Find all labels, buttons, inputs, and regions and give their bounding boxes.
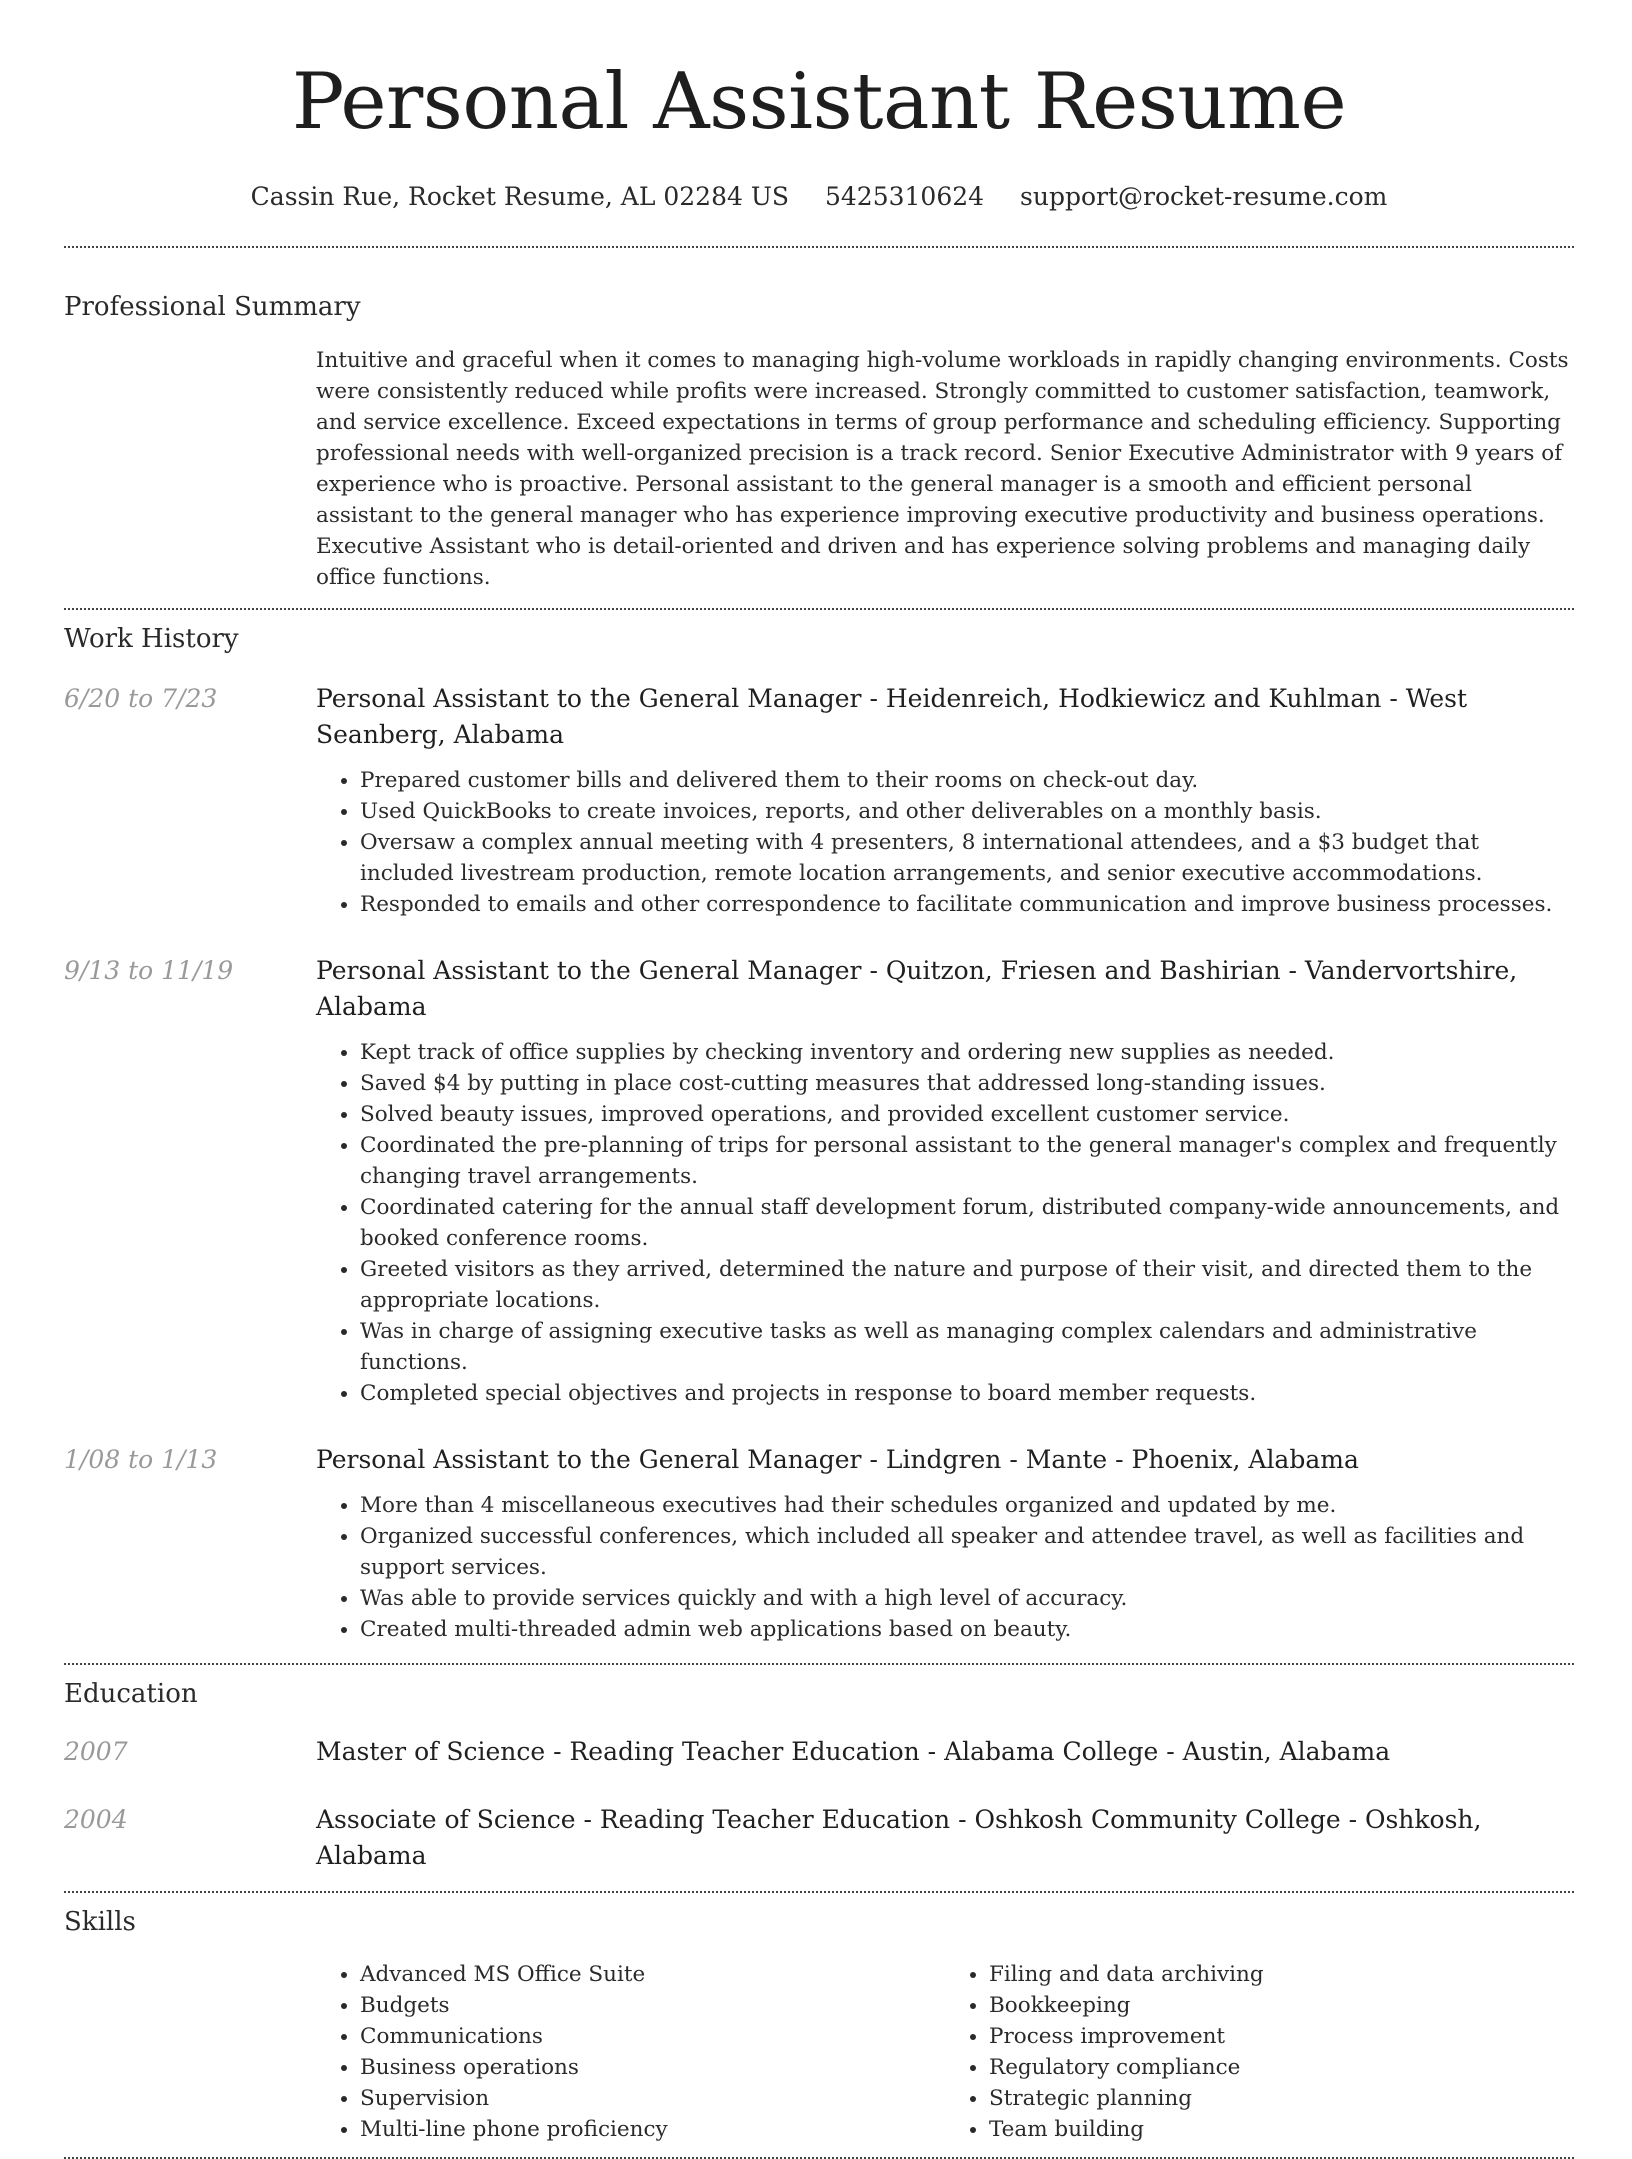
list-item: • Team building xyxy=(989,2114,1574,2145)
summary-heading: Professional Summary xyxy=(64,292,361,322)
list-item: • Saved $4 by putting in place cost-cutting measures that addressed long-standing issues. xyxy=(360,1068,1574,1099)
job-entry xyxy=(64,953,1574,1409)
list-item: • Prepared customer bills and delivered them to their rooms on check-out day. xyxy=(360,765,1574,796)
list-item: • Coordinated catering for the annual staff development forum, distributed company-wide announcements, and booked conference rooms. xyxy=(360,1192,1574,1254)
list-item: • Greeted visitors as they arrived, determined the nature and purpose of their visit, and directed them to the appropriate locations. xyxy=(360,1254,1574,1316)
list-item: • Communications xyxy=(360,2021,945,2052)
job-bullets xyxy=(316,1490,1574,1645)
job-bullets xyxy=(316,765,1574,920)
contact-email: support@rocket-resume.com xyxy=(1020,182,1388,211)
list-item: • Organized successful conferences, which included all speaker and attendee travel, as well as facilities and support services. xyxy=(360,1521,1574,1583)
list-item: • Bookkeeping xyxy=(989,1990,1574,2021)
contact-address: Cassin Rue, Rocket Resume, AL 02284 US xyxy=(250,182,790,211)
list-item: • More than 4 miscellaneous executives had their schedules organized and updated by me. xyxy=(360,1490,1574,1521)
list-item: • Multi-line phone proficiency xyxy=(360,2114,945,2145)
list-item: • Oversaw a complex annual meeting with 4 presenters, 8 international attendees, and a $3 budget that included livestream production, remote location arrangements, and senior executive accommodations. xyxy=(360,827,1574,889)
job-title: Personal Assistant to the General Manager - Heidenreich, Hodkiewicz and Kuhlman - West Seanberg, Alabama xyxy=(316,684,1468,749)
list-item: • Filing and data archiving xyxy=(989,1959,1574,1990)
resume-page xyxy=(64,0,1574,2159)
list-item: • Strategic planning xyxy=(989,2083,1574,2114)
list-item: • Supervision xyxy=(360,2083,945,2114)
contact-line xyxy=(64,180,1574,214)
list-item: • Created multi-threaded admin web applications based on beauty. xyxy=(360,1614,1574,1645)
job-date: 6/20 to 7/23 xyxy=(64,684,218,713)
job-date: 1/08 to 1/13 xyxy=(64,1445,218,1474)
work-heading: Work History xyxy=(64,624,239,654)
list-item: • Budgets xyxy=(360,1990,945,2021)
education-date: 2004 xyxy=(64,1805,128,1834)
list-item: • Regulatory compliance xyxy=(989,2052,1574,2083)
list-item: • Process improvement xyxy=(989,2021,1574,2052)
summary-text: Intuitive and graceful when it comes to managing high-volume workloads in rapidly changing environments. Costs were consistently reduced while profits were increased. Strongly committed to customer satisfaction, teamwork, and service excellence. Exceed expectations in terms of group performance and scheduling efficiency. Supporting professional needs with well-organized precision is a track record. Senior Executive Administrator with 9 years of experience who is proactive. Personal assistant to the general manager is a smooth and efficient personal assistant to the general manager who has experience improving executive productivity and business operations. Executive Assistant who is detail-oriented and driven and has experience solving problems and managing daily office functions. xyxy=(316,348,1569,590)
divider xyxy=(64,246,1574,248)
education-heading: Education xyxy=(64,1679,198,1709)
list-item: • Used QuickBooks to create invoices, reports, and other deliverables on a monthly basis. xyxy=(360,796,1574,827)
job-date: 9/13 to 11/19 xyxy=(64,956,234,985)
list-item: • Solved beauty issues, improved operations, and provided excellent customer service. xyxy=(360,1099,1574,1130)
skills-list-left xyxy=(316,1959,945,2145)
skills-heading: Skills xyxy=(64,1907,136,1937)
contact-phone: 5425310624 xyxy=(825,182,985,211)
list-item: • Kept track of office supplies by checking inventory and ordering new supplies as needed. xyxy=(360,1037,1574,1068)
list-item: • Business operations xyxy=(360,2052,945,2083)
list-item: • Was in charge of assigning executive tasks as well as managing complex calendars and administrative functions. xyxy=(360,1316,1574,1378)
divider xyxy=(64,1891,1574,1893)
list-item: • Was able to provide services quickly and with a high level of accuracy. xyxy=(360,1583,1574,1614)
list-item: • Completed special objectives and projects in response to board member requests. xyxy=(360,1378,1574,1409)
skills-columns xyxy=(316,1959,1574,2145)
job-entry xyxy=(64,681,1574,920)
education-date: 2007 xyxy=(64,1737,128,1766)
job-title: Personal Assistant to the General Manager - Lindgren - Mante - Phoenix, Alabama xyxy=(316,1445,1359,1474)
list-item: • Responded to emails and other correspondence to facilitate communication and improve business processes. xyxy=(360,889,1574,920)
education-title: Master of Science - Reading Teacher Education - Alabama College - Austin, Alabama xyxy=(316,1737,1391,1766)
resume-title: Personal Assistant Resume xyxy=(291,57,1347,147)
education-entry xyxy=(64,1802,1574,1874)
job-title: Personal Assistant to the General Manager - Quitzon, Friesen and Bashirian - Vandervortshire, Alabama xyxy=(316,956,1518,1021)
job-entry xyxy=(64,1442,1574,1645)
divider xyxy=(64,608,1574,610)
list-item: • Coordinated the pre-planning of trips for personal assistant to the general manager's complex and frequently changing travel arrangements. xyxy=(360,1130,1574,1192)
divider xyxy=(64,1663,1574,1665)
job-bullets xyxy=(316,1037,1574,1409)
list-item: • Advanced MS Office Suite xyxy=(360,1959,945,1990)
education-title: Associate of Science - Reading Teacher Education - Oshkosh Community College - Oshkosh, Alabama xyxy=(316,1805,1482,1870)
skills-list-right xyxy=(945,1959,1574,2145)
education-entry xyxy=(64,1734,1574,1770)
